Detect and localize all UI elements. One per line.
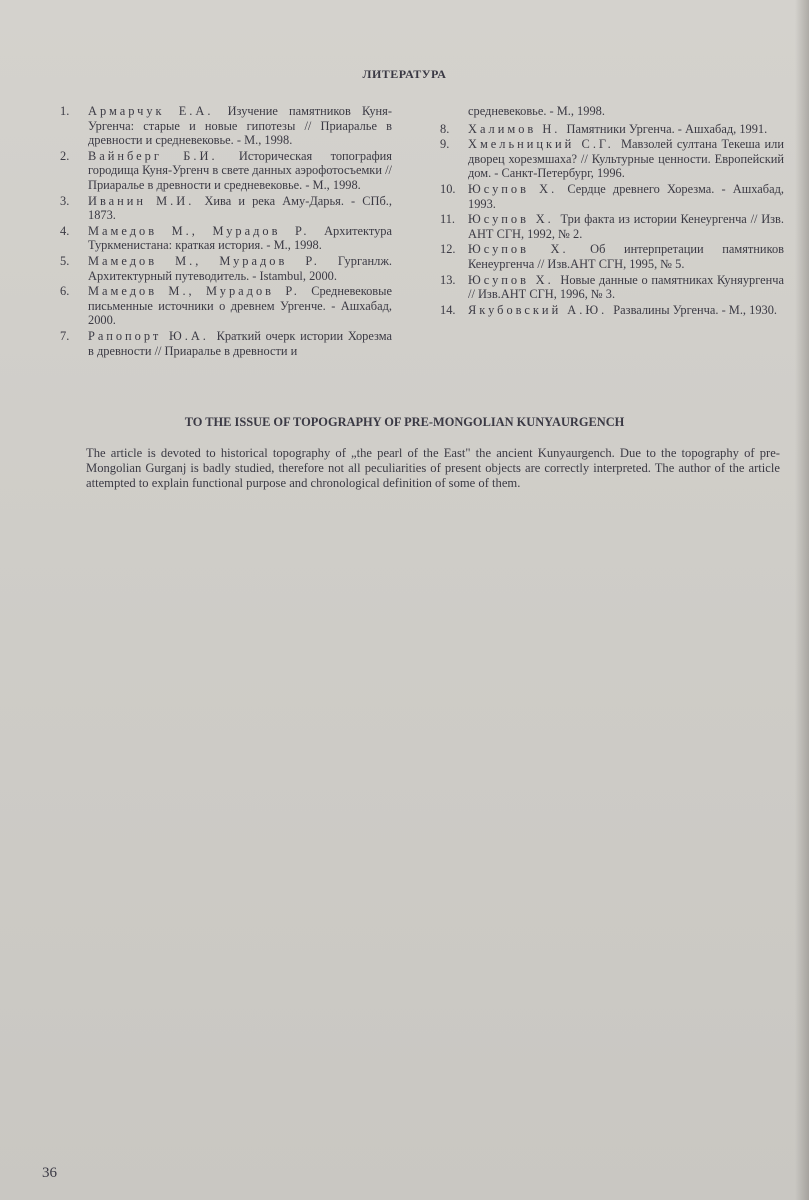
literature-heading: ЛИТЕРАТУРА bbox=[362, 67, 447, 81]
reference-text: Изучение памятников Куня-Ургенча: старые и новые гипотезы // Приаралье в древности и средневековье. - М., 1998. bbox=[88, 104, 392, 148]
reference-item bbox=[440, 303, 784, 318]
english-summary-title: TO THE ISSUE OF TOPOGRAPHY OF PRE-MONGOLIAN KUNYAURGENCH bbox=[184, 415, 625, 429]
reference-number: 13. bbox=[440, 272, 456, 287]
reference-number: 1. bbox=[60, 104, 70, 118]
reference-author: Армарчук Е.А. bbox=[88, 104, 228, 118]
reference-item bbox=[440, 242, 784, 271]
reference-text: Хива и река Аму-Дарья. - СПб., 1873. bbox=[88, 193, 392, 223]
reference-text: Средневековые письменные источники о древнем Ургенче. - Ашхабад, 2000. bbox=[88, 284, 392, 328]
reference-item bbox=[60, 194, 392, 223]
reference-number: 2. bbox=[60, 148, 70, 163]
reference-text: Три факта из истории Кенеургенча // Изв. АНТ СГН, 1992, № 2. bbox=[468, 212, 785, 241]
reference-item bbox=[440, 212, 784, 241]
reference-author: Юсупов Х. bbox=[468, 181, 568, 196]
reference-number: 10. bbox=[440, 181, 456, 196]
reference-number: 4. bbox=[60, 223, 70, 238]
reference-text: Гурганлж. Архитектурный путеводитель. - Istambul, 2000. bbox=[88, 253, 392, 283]
reference-item bbox=[60, 224, 392, 253]
reference-author: Рапопорт Ю.А. bbox=[88, 328, 217, 343]
reference-number: 3. bbox=[60, 193, 70, 208]
reference-author: Вайнберг Б.И. bbox=[88, 148, 239, 163]
reference-author: Юсупов Х. bbox=[468, 212, 561, 227]
reference-text: Об интерпретации памятников Кенеургенча // Изв.АНТ СГН, 1995, № 5. bbox=[468, 242, 785, 271]
reference-text: Историческая топография городища Куня-Ургенч в свете данных аэрофотосъемки // Приаралье в древности и средневековье. - М., 1998. bbox=[88, 148, 392, 192]
reference-number: 8. bbox=[440, 121, 450, 136]
reference-author: Мамедов М., Мурадов Р. bbox=[88, 253, 338, 268]
reference-item bbox=[440, 273, 784, 302]
reference-author: Иванин М.И. bbox=[88, 193, 205, 208]
reference-item bbox=[440, 137, 784, 181]
reference-item bbox=[60, 329, 392, 358]
reference-author: Юсупов Х. bbox=[468, 272, 561, 287]
reference-text: Архитектура Туркменистана: краткая история. - М., 1998. bbox=[88, 223, 392, 253]
references-right-column bbox=[440, 104, 784, 318]
reference-author: Юсупов Х. bbox=[468, 242, 591, 257]
reference-number: 12. bbox=[440, 242, 456, 257]
reference-item bbox=[60, 284, 392, 328]
page-number: 36 bbox=[42, 1165, 57, 1181]
reference-number: 5. bbox=[60, 253, 70, 268]
reference-text: Новые данные о памятниках Куняургенча // Изв.АНТ СГН, 1996, № 3. bbox=[468, 272, 784, 302]
reference-author: Мамедов М., Мурадов Р. bbox=[88, 223, 325, 238]
reference-item bbox=[60, 149, 392, 193]
reference-number: 9. bbox=[440, 137, 450, 152]
reference-author: Хмельницкий С.Г. bbox=[468, 137, 622, 152]
reference-author: Мамедов М., Мурадов Р. bbox=[88, 284, 312, 299]
reference-continuation: средневековье. - М., 1998. bbox=[468, 104, 605, 118]
reference-number: 6. bbox=[60, 284, 70, 299]
reference-item bbox=[60, 254, 392, 283]
reference-item bbox=[440, 182, 784, 211]
english-summary-text: The article is devoted to historical topography of „the pearl of the East" the ancient Kunyaurgench. Due to the topography of pre-Mongolian Gurganj is badly studied, therefore not all peculiarities of present objects are correctly interpreted. The author of the article attempted to explain functional purpose and chronological definition of some of them. bbox=[86, 446, 780, 490]
reference-number: 14. bbox=[440, 302, 456, 317]
reference-item bbox=[60, 104, 392, 148]
reference-author: Халимов Н. bbox=[468, 121, 567, 136]
reference-text: Краткий очерк истории Хорезма в древности // Приаралье в древности и bbox=[88, 328, 392, 358]
reference-item bbox=[440, 122, 784, 137]
reference-number: 11. bbox=[440, 212, 456, 227]
page-edge-shadow bbox=[795, 0, 809, 1200]
reference-text: Развалины Ургенча. - М., 1930. bbox=[613, 302, 777, 317]
reference-text: Сердце древнего Хорезма. - Ашхабад, 1993. bbox=[468, 181, 785, 211]
reference-author: Якубовский А.Ю. bbox=[468, 302, 614, 317]
reference-number: 7. bbox=[60, 328, 70, 343]
reference-text: Памятники Ургенча. - Ашхабад, 1991. bbox=[566, 121, 768, 136]
references-left-column bbox=[60, 104, 392, 359]
reference-text: Мавзолей султана Текеша или дворец хорезмшаха? // Культурные ценности. Европейский дом. - Санкт-Петербург, 1996. bbox=[468, 137, 784, 181]
